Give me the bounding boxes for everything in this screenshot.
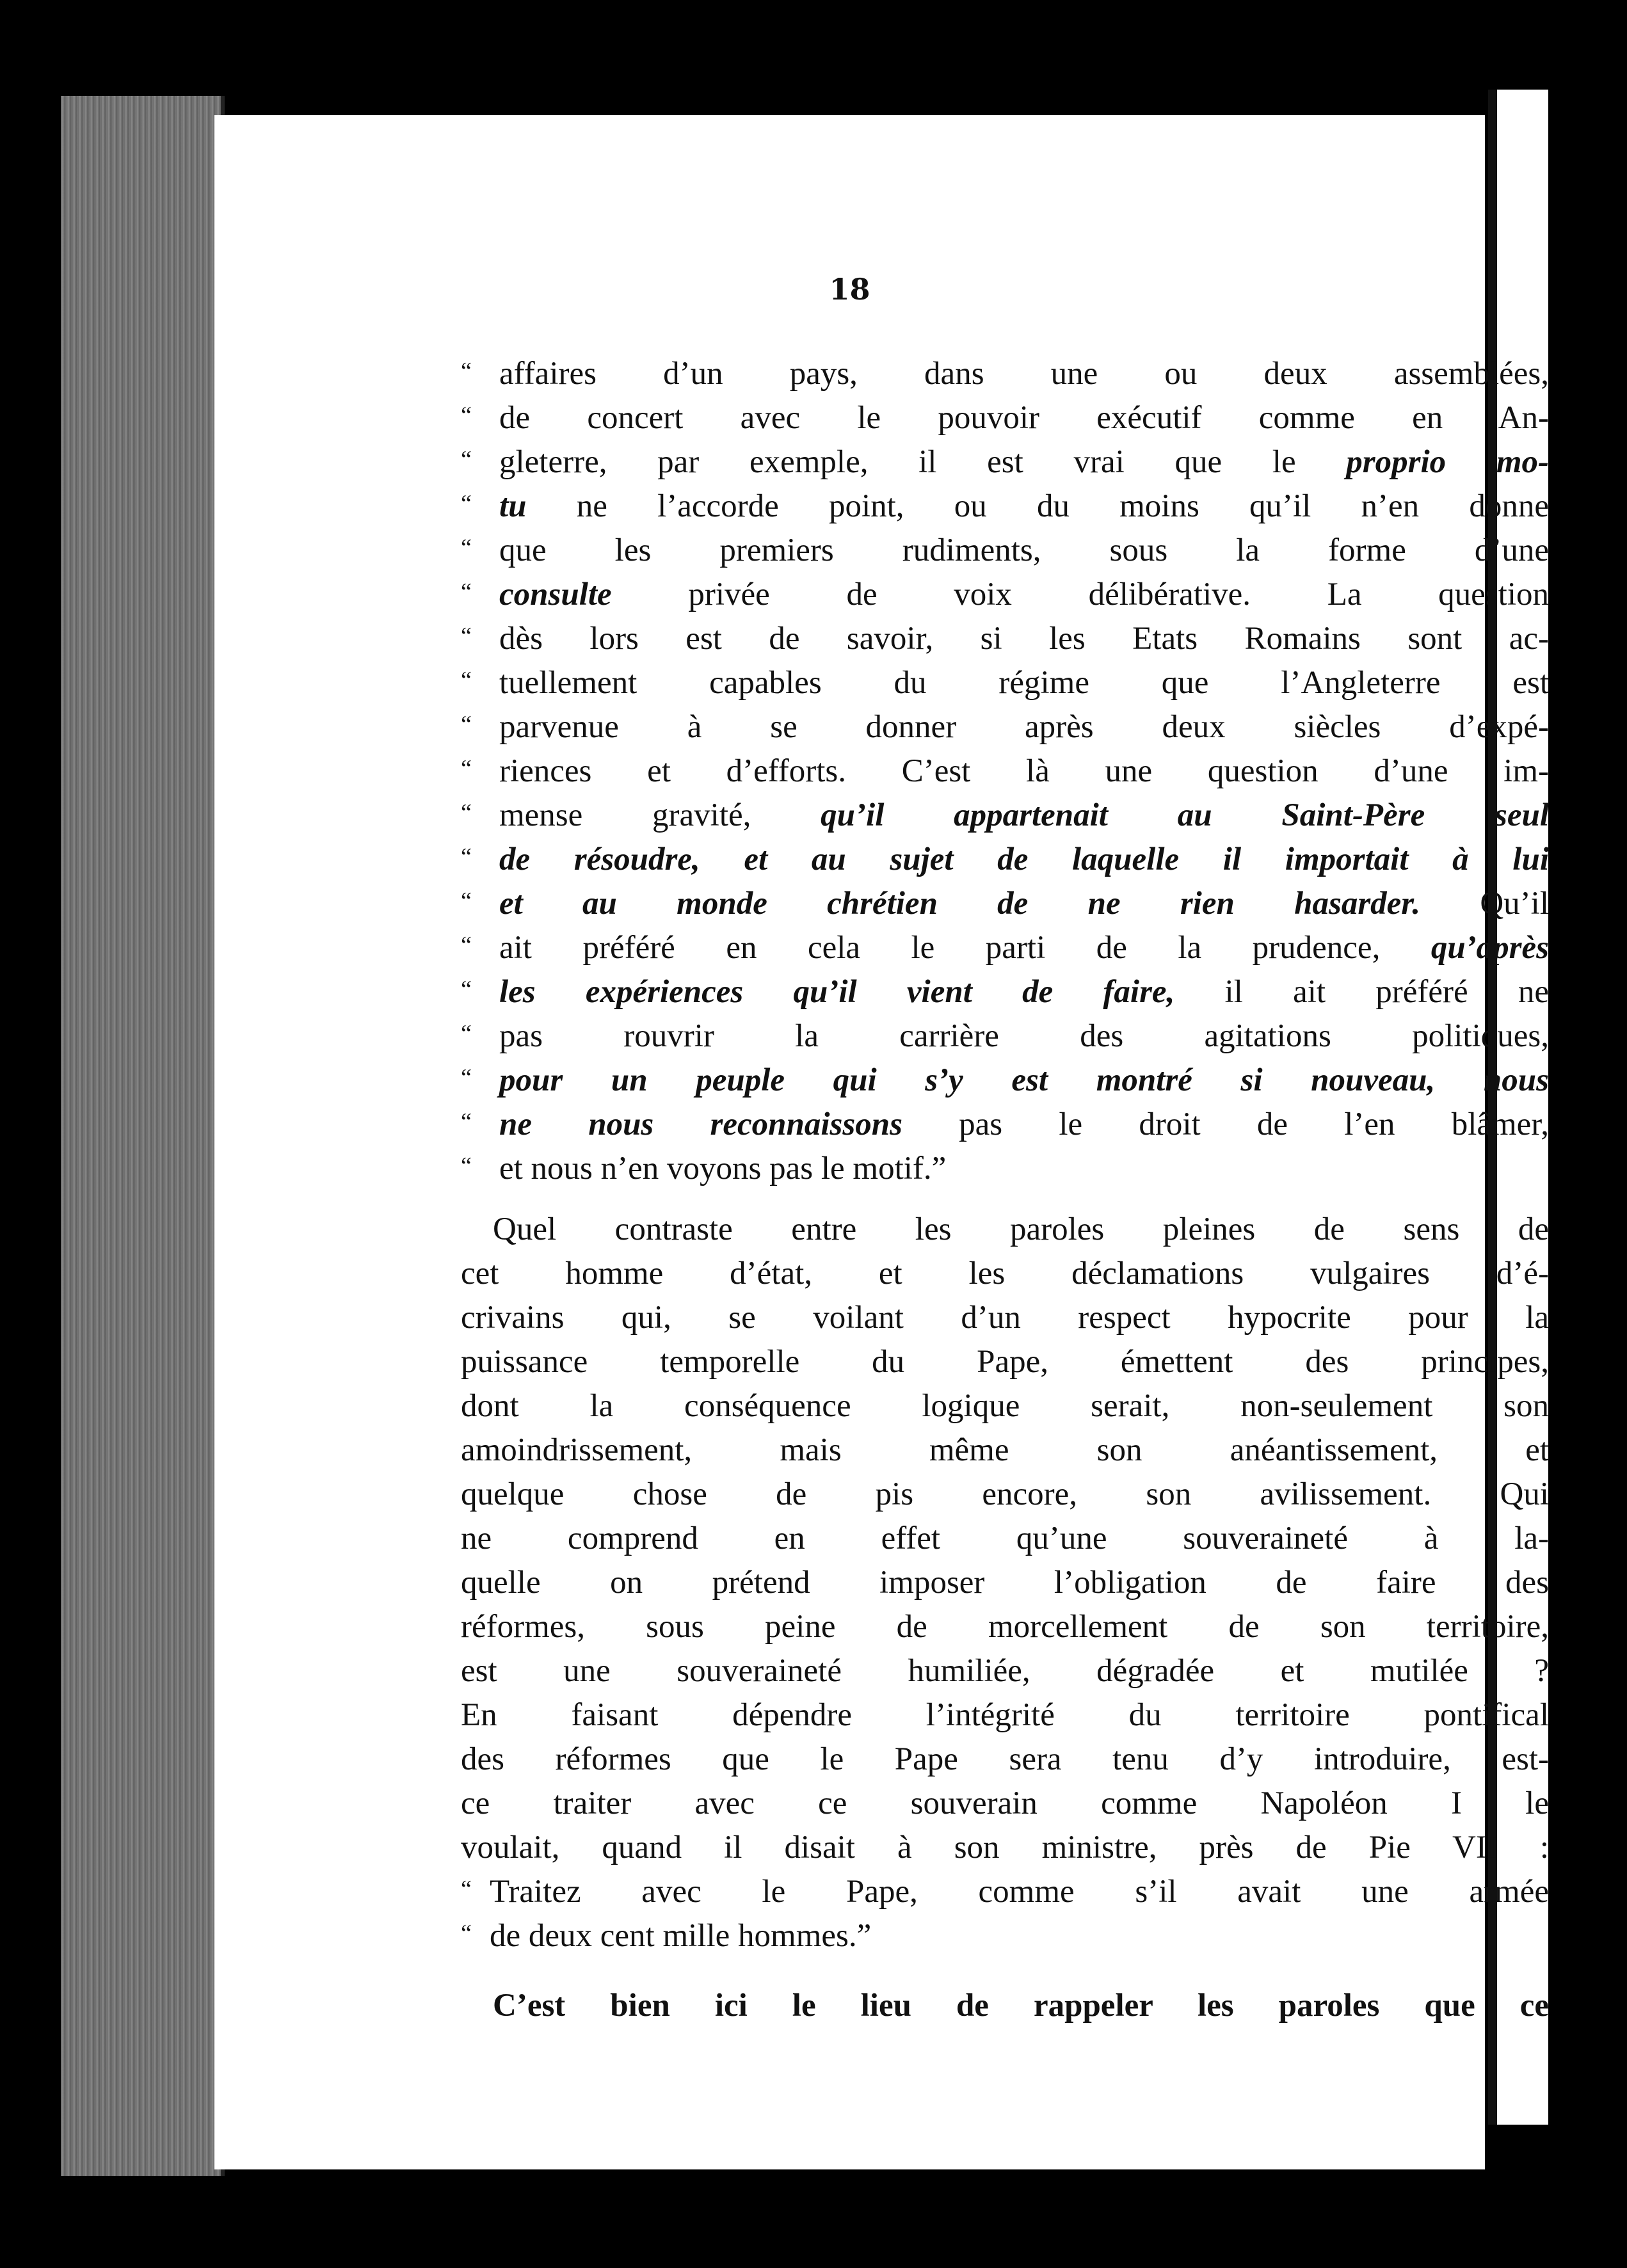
text-line [461, 1014, 1549, 1058]
italic-text: et au monde chrétien de ne rien hasarder. [499, 886, 1421, 922]
text-line: quelque chose de pis encore, son avilissement. Qui [461, 1476, 1549, 1512]
line-text [499, 749, 1549, 794]
text-line: est une souveraineté humiliée, dégradée et mutilée ? [461, 1653, 1549, 1689]
text-line: réformes, sous peine de morcellement de son territoire, [461, 1609, 1549, 1645]
italic-text: proprio mo- [1346, 444, 1549, 480]
text-run: riences et d’efforts. C’est là une question d’une im- [499, 753, 1549, 789]
quote-mark: “ [461, 402, 472, 429]
book-page-edges [61, 96, 225, 2176]
line-text [499, 396, 1549, 440]
line-text [499, 1014, 1549, 1058]
page-number: 18 [829, 272, 870, 307]
text-line [461, 1058, 1549, 1103]
quote-mark: “ [461, 579, 472, 605]
paragraph [461, 1208, 1549, 1870]
text-line: cet homme d’état, et les déclamations vulgaires d’é- [461, 1256, 1549, 1291]
text-line [461, 617, 1549, 661]
text-line [461, 529, 1549, 573]
quote-mark: “ [461, 799, 472, 826]
line-text [499, 1103, 1549, 1147]
italic-text: les expériences qu’il vient de faire, [499, 974, 1175, 1010]
text-line: ne comprend en effet qu’une souveraineté à la- [461, 1521, 1549, 1556]
quote-mark: “ [461, 1064, 472, 1091]
line-text [499, 926, 1549, 970]
italic-text: pour un peuple qui s’y est montré si nouveau, nous [499, 1062, 1549, 1098]
line-text [499, 440, 1549, 484]
italic-text: consulte [499, 577, 612, 612]
text-line: Quel contraste entre les paroles pleines de sens de [493, 1211, 1549, 1247]
text-line: amoindrissement, mais même son anéantissement, et [461, 1432, 1549, 1468]
quote-mark: “ [461, 976, 472, 1003]
quote-mark: “ [461, 534, 472, 561]
quote-mark: “ [461, 446, 472, 473]
text-line: des réformes que le Pape sera tenu d’y introduire, est- [461, 1741, 1549, 1777]
quote-mark: “ [461, 1153, 472, 1179]
line-text [490, 1870, 1549, 1914]
text-run: pas rouvrir la carrière des agitations politiques, [499, 1018, 1549, 1054]
line-text [499, 882, 1549, 926]
text-run: de deux cent mille hommes.” [490, 1918, 872, 1954]
text-line [461, 705, 1549, 749]
text-line [461, 1870, 1549, 1914]
quote-mark: “ [461, 667, 472, 694]
text-run: parvenue à se donner après deux siècles d’expé- [499, 709, 1549, 745]
text-run: que les premiers rudiments, sous la forme d’une [499, 532, 1549, 568]
text-line: C’est bien ici le lieu de rappeler les paroles que ce [493, 1988, 1549, 2024]
line-text [499, 838, 1549, 882]
italic-text: tu [499, 488, 527, 524]
line-text [499, 529, 1549, 573]
italic-text: ne nous reconnaissons [499, 1106, 902, 1142]
line-text [490, 1914, 1549, 1958]
text-run: dès lors est de savoir, si les Etats Romains sont ac- [499, 621, 1549, 657]
text-run: gleterre, par exemple, il est vrai que le [499, 444, 1347, 480]
text-line: quelle on prétend imposer l’obligation de faire des [461, 1565, 1549, 1601]
paragraph [461, 1984, 1549, 2028]
italic-text: de résoudre, et au sujet de laquelle il importait à lui [499, 842, 1549, 877]
text-line [461, 1914, 1549, 1958]
text-line [461, 749, 1549, 794]
line-text [499, 617, 1549, 661]
text-line [461, 926, 1549, 970]
book-page [214, 115, 1550, 2169]
text-run: privée de voix délibérative. La question [611, 577, 1549, 612]
text-run: mense gravité, [499, 797, 821, 833]
page-text [461, 352, 1549, 2028]
text-line: puissance temporelle du Pape, émettent des principes, [461, 1344, 1549, 1380]
quote-mark: “ [461, 358, 472, 385]
quoted-passage [461, 352, 1549, 1191]
text-line [461, 838, 1549, 882]
quote-mark: “ [461, 711, 472, 738]
text-line [461, 484, 1549, 529]
italic-text: qu’il appartenait au Saint-Père seul [821, 797, 1549, 833]
text-line: crivains qui, se voilant d’un respect hypocrite pour la [461, 1300, 1549, 1336]
text-run: pas le droit de l’en blâmer, [902, 1106, 1550, 1142]
text-line [461, 794, 1549, 838]
text-line: voulait, quand il disait à son ministre, près de Pie VII : [461, 1830, 1549, 1865]
text-line [461, 396, 1549, 440]
line-text [499, 573, 1549, 617]
quote-mark: “ [461, 1876, 472, 1903]
quote-mark: “ [461, 888, 472, 914]
text-run: et nous n’en voyons pas le motif.” [499, 1151, 947, 1186]
text-run: tuellement capables du régime que l’Angleterre est [499, 665, 1549, 701]
text-run: Traitez avec le Pape, comme s’il avait une armée [490, 1874, 1549, 1910]
text-run: il ait préféré ne [1174, 974, 1549, 1010]
line-text [499, 352, 1549, 396]
text-run: de concert avec le pouvoir exécutif comme en An- [499, 400, 1549, 436]
line-text [499, 970, 1549, 1014]
line-text [499, 661, 1549, 705]
text-run: ne l’accorde point, ou du moins qu’il n’en donne [526, 488, 1549, 524]
italic-text: qu’après [1431, 930, 1549, 966]
quote-mark: “ [461, 490, 472, 517]
text-line [461, 1147, 1549, 1191]
text-line [461, 440, 1549, 484]
quote-mark: “ [461, 843, 472, 870]
quote-mark: “ [461, 932, 472, 959]
quote-mark: “ [461, 1020, 472, 1047]
line-text [499, 705, 1549, 749]
text-line [461, 970, 1549, 1014]
quoted-passage [461, 1870, 1549, 1958]
text-run: ait préféré en cela le parti de la prudence, [499, 930, 1431, 966]
text-line [461, 661, 1549, 705]
text-line: dont la conséquence logique serait, non-seulement son [461, 1388, 1549, 1424]
text-line: ce traiter avec ce souverain comme Napoléon I le [461, 1785, 1549, 1821]
text-run: affaires d’un pays, dans une ou deux assemblées, [499, 356, 1549, 392]
text-run: Qu’il [1420, 886, 1550, 922]
text-line: En faisant dépendre l’intégrité du territoire pontifical [461, 1697, 1549, 1733]
quote-mark: “ [461, 623, 472, 650]
quote-mark: “ [461, 1108, 472, 1135]
text-line [461, 352, 1549, 396]
text-line [461, 882, 1549, 926]
line-text [499, 1147, 1549, 1191]
text-line [461, 573, 1549, 617]
text-line [461, 1103, 1549, 1147]
line-text [499, 794, 1549, 838]
quote-mark: “ [461, 755, 472, 782]
line-text [499, 1058, 1549, 1103]
quote-mark: “ [461, 1920, 472, 1947]
line-text [499, 484, 1549, 529]
